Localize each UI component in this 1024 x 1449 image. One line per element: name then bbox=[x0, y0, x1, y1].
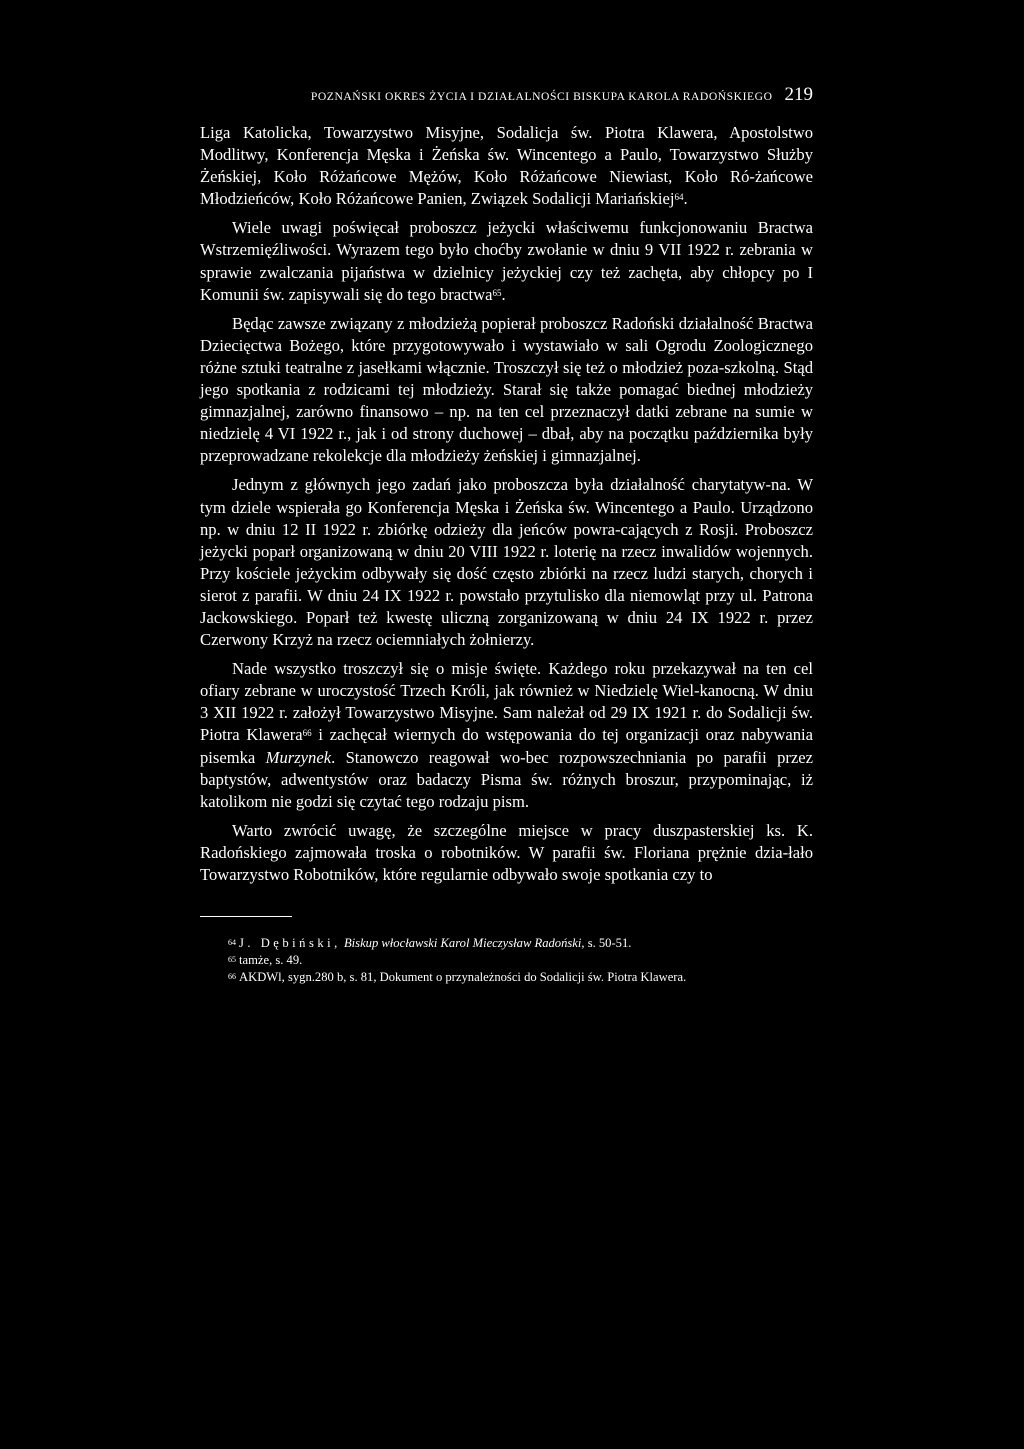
footnote-author: J. Dębiński, bbox=[239, 936, 341, 951]
footnote-64 bbox=[228, 935, 813, 952]
periodical-title: Murzynek bbox=[265, 747, 332, 767]
footnote-text: tamże, s. 49. bbox=[239, 953, 303, 968]
footnote-number: 64 bbox=[228, 938, 236, 948]
footnote-65 bbox=[228, 952, 813, 969]
footnote-ref-66[interactable]: 66 bbox=[302, 728, 312, 739]
footnote-number: 66 bbox=[228, 972, 236, 982]
paragraph-1-text: Liga Katolicka, Towarzystwo Misyjne, Sodalicja św. Piotra Klawera, Apostolstwo Modlitwy, Konferencja Męska i Żeńska św. Wincentego a Paulo, Towarzystwo Służby Żeńskiej, Koło Różańcowe Mężów, Koło Różańcowe Niewiast, Koło Ró-żańcowe Młodzieńców, Koło Różańcowe Panien, Związek Sodalicji Mariańskiej bbox=[200, 123, 813, 209]
paragraph-6: Warto zwrócić uwagę, że szczególne miejsce w pracy duszpasterskiej ks. K. Radońskiego zajmowała troska o robotników. W parafii św. Floriana prężnie dzia-łało Towarzystwo Robotników, które regularnie odbywało swoje spotkania czy to bbox=[200, 820, 813, 884]
footnote-number: 65 bbox=[228, 955, 236, 965]
footnote-ref-65[interactable]: 65 bbox=[492, 287, 502, 298]
paragraph-3: Będąc zawsze związany z młodzieżą popierał proboszcz Radoński działalność Bractwa Dziecięctwa Bożego, które przygotowywało i wystawiało w sali Ogrodu Zoologicznego różne sztuki teatralne z jasełkami włącznie. Troszczył się też o młodzież poza-szkolną. Stąd jego spotkania z rodzicami tej młodzieży. Starał się także pomagać biednej młodzieży gimnazjalnej, zarówno finansowo – np. na ten cel przeznaczył datki zebrane na sumie w niedzielę 4 VI 1922 r., jak i od strony duchowej – dbał, aby na początku października były przeprowadzane rekolekcje dla młodzieży żeńskiej i gimnazjalnej. bbox=[200, 313, 813, 466]
footnote-work-title: Biskup włocławski Karol Mieczysław Radoński bbox=[343, 936, 582, 951]
book-page bbox=[200, 84, 813, 986]
paragraph-2-text: Wiele uwagi poświęcał proboszcz jeżycki właściwemu funkcjonowaniu Bractwa Wstrzemięźliwości. Wyrazem tego było choćby zwołanie w dniu 9 VII 1922 r. zebrania w sprawie zwalczania pijaństwa w dzielnicy jeżyckiej czy też zachęta, aby chłopcy po I Komunii św. zapisywali się do tego bractwa bbox=[200, 218, 813, 304]
running-header-title: POZNAŃSKI OKRES ŻYCIA I DZIAŁALNOŚCI BISKUPA KAROLA RADOŃSKIEGO bbox=[310, 90, 773, 103]
footnotes bbox=[200, 935, 813, 986]
footnote-text: AKDWl, sygn.280 b, s. 81, Dokument o przynależności do Sodalicji św. Piotra Klawera. bbox=[239, 970, 687, 985]
running-header bbox=[200, 84, 813, 110]
footnote-divider bbox=[200, 916, 292, 917]
page-number: 219 bbox=[784, 84, 813, 105]
footnote-66 bbox=[228, 969, 813, 986]
paragraph-1-tail: . bbox=[683, 189, 688, 209]
paragraph-1 bbox=[200, 122, 813, 210]
paragraph-2 bbox=[200, 217, 813, 305]
footnote-pages: , s. 50-51. bbox=[581, 936, 632, 951]
paragraph-2-tail: . bbox=[501, 284, 506, 304]
paragraph-5-text-c: . Stanowczo reagował wo-bec rozpowszechniania po parafii przez baptystów, adwentystów oraz badaczy Pisma św. różnych broszur, przypominając, iż katolikom nie godzi się czytać tego rodzaju pism. bbox=[200, 747, 813, 811]
paragraph-5-text-b: i zachęcał wiernych do wstępowania do tej organizacji oraz nabywania pisemka bbox=[200, 725, 813, 767]
paragraph-4: Jednym z głównych jego zadań jako proboszcza była działalność charytatyw-na. W tym dziele wspierała go Konferencja Męska i Żeńska św. Wincentego a Paulo. Urządzono np. w dniu 12 II 1922 r. zbiórkę odzieży dla jeńców powra-cających z Rosji. Proboszcz jeżycki poparł organizowaną w dniu 20 VIII 1922 r. loterię na rzecz inwalidów wojennych. Przy kościele jeżyckim odbywały się dość często zbiórki na rzecz ludzi starych, chorych i sierot z parafii. W dniu 24 IX 1922 r. powstało przytulisko dla niemowląt przy ul. Patrona Jackowskiego. Poparł też kwestę uliczną zorganizowaną w dniu 24 IX 1922 r. przez Czerwony Krzyż na rzecz ociemniałych żołnierzy. bbox=[200, 475, 813, 650]
footnote-ref-64[interactable]: 64 bbox=[674, 192, 684, 203]
paragraph-5 bbox=[200, 658, 813, 813]
body-text bbox=[200, 122, 813, 886]
paragraph-5-text-a: Nade wszystko troszczył się o misje święte. Każdego roku przekazywał na ten cel ofiary zebrane w uroczystość Trzech Króli, jak również w Niedzielę Wiel-kanocną. W dniu 3 XII 1922 r. założył Towarzystwo Misyjne. Sam należał od 29 IX 1921 r. do Sodalicji św. Piotra Klawera bbox=[200, 659, 813, 745]
